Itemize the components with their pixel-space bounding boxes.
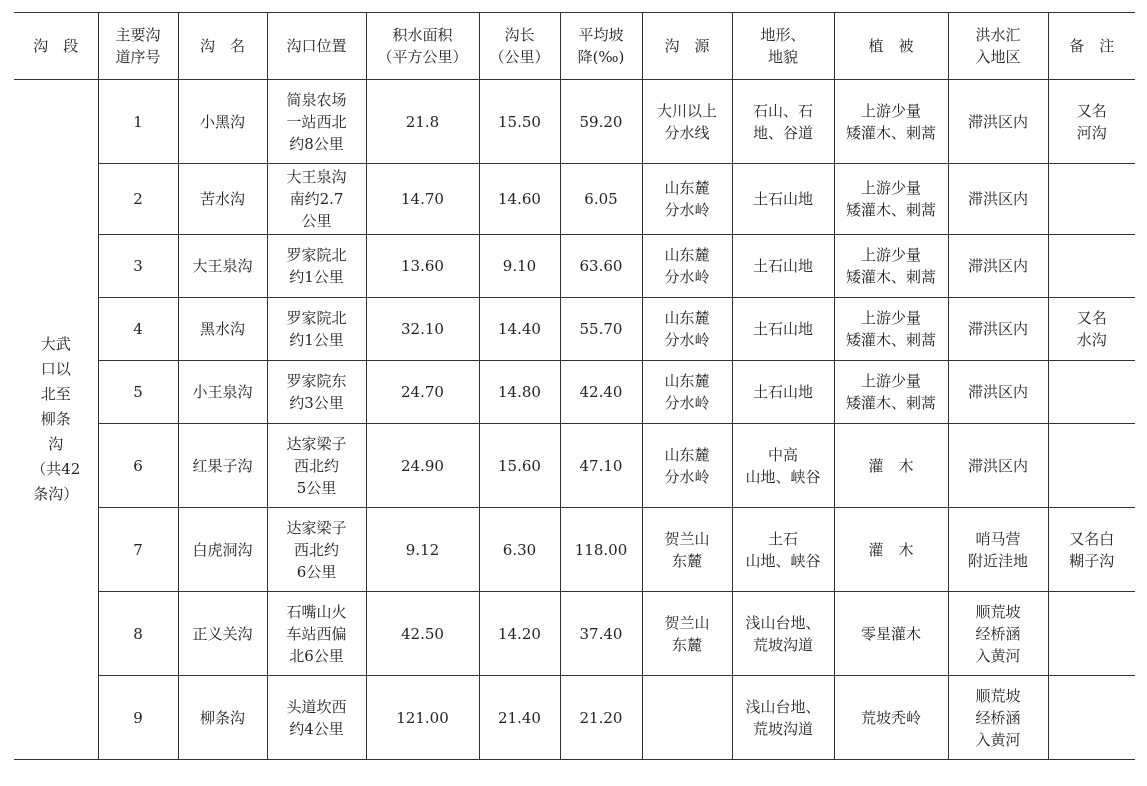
header-cell-flood-area: 洪水汇 入地区 bbox=[948, 13, 1048, 80]
header-cell-catchment-area: 积水面积 （平方公里） bbox=[366, 13, 479, 80]
cell-number: 4 bbox=[98, 298, 178, 361]
cell-name: 小王泉沟 bbox=[178, 361, 267, 424]
cell-slope: 6.05 bbox=[560, 164, 642, 235]
cell-remarks: 又名 水沟 bbox=[1048, 298, 1135, 361]
cell-catchment-area: 42.50 bbox=[366, 592, 479, 676]
table-body bbox=[14, 80, 1135, 760]
header-cell-length: 沟长 （公里） bbox=[479, 13, 560, 80]
cell-flood-area: 滞洪区内 bbox=[948, 361, 1048, 424]
cell-flood-area: 滞洪区内 bbox=[948, 164, 1048, 235]
header-cell-vegetation: 植 被 bbox=[834, 13, 948, 80]
header-cell-slope: 平均坡 降(‰) bbox=[560, 13, 642, 80]
cell-mouth-location: 达家梁子 西北约 6公里 bbox=[267, 508, 366, 592]
gully-table bbox=[14, 12, 1135, 760]
header-cell-remarks: 备 注 bbox=[1048, 13, 1135, 80]
table-row bbox=[14, 164, 1135, 235]
table-row bbox=[14, 676, 1135, 760]
cell-mouth-location: 头道坎西 约4公里 bbox=[267, 676, 366, 760]
cell-name: 小黑沟 bbox=[178, 80, 267, 164]
cell-number: 6 bbox=[98, 424, 178, 508]
cell-catchment-area: 14.70 bbox=[366, 164, 479, 235]
cell-length: 21.40 bbox=[479, 676, 560, 760]
cell-source: 山东麓 分水岭 bbox=[642, 424, 732, 508]
cell-mouth-location: 罗家院北 约1公里 bbox=[267, 235, 366, 298]
cell-name: 苦水沟 bbox=[178, 164, 267, 235]
cell-catchment-area: 13.60 bbox=[366, 235, 479, 298]
cell-vegetation: 灌 木 bbox=[834, 424, 948, 508]
cell-flood-area: 滞洪区内 bbox=[948, 235, 1048, 298]
cell-terrain: 石山、石 地、谷道 bbox=[732, 80, 834, 164]
cell-number: 7 bbox=[98, 508, 178, 592]
header-row bbox=[14, 13, 1135, 80]
cell-vegetation: 荒坡秃岭 bbox=[834, 676, 948, 760]
cell-terrain: 土石山地 bbox=[732, 298, 834, 361]
cell-length: 14.80 bbox=[479, 361, 560, 424]
table-row bbox=[14, 424, 1135, 508]
table-row bbox=[14, 361, 1135, 424]
cell-length: 15.50 bbox=[479, 80, 560, 164]
cell-length: 9.10 bbox=[479, 235, 560, 298]
cell-number: 8 bbox=[98, 592, 178, 676]
cell-slope: 118.00 bbox=[560, 508, 642, 592]
cell-mouth-location: 罗家院东 约3公里 bbox=[267, 361, 366, 424]
cell-slope: 59.20 bbox=[560, 80, 642, 164]
cell-remarks: 又名白 糊子沟 bbox=[1048, 508, 1135, 592]
cell-name: 正义关沟 bbox=[178, 592, 267, 676]
cell-catchment-area: 21.8 bbox=[366, 80, 479, 164]
cell-mouth-location: 石嘴山火 车站西偏 北6公里 bbox=[267, 592, 366, 676]
cell-length: 6.30 bbox=[479, 508, 560, 592]
cell-flood-area: 滞洪区内 bbox=[948, 424, 1048, 508]
header-cell-source: 沟 源 bbox=[642, 13, 732, 80]
cell-source: 大川以上 分水线 bbox=[642, 80, 732, 164]
cell-source: 山东麓 分水岭 bbox=[642, 361, 732, 424]
cell-slope: 21.20 bbox=[560, 676, 642, 760]
cell-name: 黑水沟 bbox=[178, 298, 267, 361]
cell-vegetation: 灌 木 bbox=[834, 508, 948, 592]
cell-catchment-area: 24.90 bbox=[366, 424, 479, 508]
table-row bbox=[14, 508, 1135, 592]
cell-flood-area: 滞洪区内 bbox=[948, 80, 1048, 164]
cell-mouth-location: 罗家院北 约1公里 bbox=[267, 298, 366, 361]
cell-terrain: 中高 山地、峡谷 bbox=[732, 424, 834, 508]
cell-slope: 55.70 bbox=[560, 298, 642, 361]
cell-vegetation: 上游少量 矮灌木、刺蒿 bbox=[834, 298, 948, 361]
table-row bbox=[14, 592, 1135, 676]
cell-length: 14.60 bbox=[479, 164, 560, 235]
cell-remarks bbox=[1048, 235, 1135, 298]
cell-flood-area: 滞洪区内 bbox=[948, 298, 1048, 361]
cell-remarks bbox=[1048, 164, 1135, 235]
cell-mouth-location: 大王泉沟 南约2.7 公里 bbox=[267, 164, 366, 235]
header-cell-number: 主要沟 道序号 bbox=[98, 13, 178, 80]
cell-vegetation: 上游少量 矮灌木、刺蒿 bbox=[834, 80, 948, 164]
cell-name: 白虎洞沟 bbox=[178, 508, 267, 592]
cell-source: 山东麓 分水岭 bbox=[642, 298, 732, 361]
cell-terrain: 土石 山地、峡谷 bbox=[732, 508, 834, 592]
cell-source: 山东麓 分水岭 bbox=[642, 235, 732, 298]
cell-number: 3 bbox=[98, 235, 178, 298]
cell-number: 2 bbox=[98, 164, 178, 235]
cell-terrain: 浅山台地、 荒坡沟道 bbox=[732, 592, 834, 676]
header-cell-segment: 沟 段 bbox=[14, 13, 98, 80]
cell-catchment-area: 9.12 bbox=[366, 508, 479, 592]
cell-flood-area: 哨马营 附近洼地 bbox=[948, 508, 1048, 592]
cell-source: 贺兰山 东麓 bbox=[642, 508, 732, 592]
cell-name: 大王泉沟 bbox=[178, 235, 267, 298]
cell-vegetation: 上游少量 矮灌木、刺蒿 bbox=[834, 235, 948, 298]
cell-source bbox=[642, 676, 732, 760]
cell-vegetation: 零星灌木 bbox=[834, 592, 948, 676]
cell-slope: 63.60 bbox=[560, 235, 642, 298]
cell-number: 1 bbox=[98, 80, 178, 164]
cell-name: 柳条沟 bbox=[178, 676, 267, 760]
cell-length: 14.20 bbox=[479, 592, 560, 676]
cell-catchment-area: 32.10 bbox=[366, 298, 479, 361]
cell-remarks: 又名 河沟 bbox=[1048, 80, 1135, 164]
table-row bbox=[14, 235, 1135, 298]
table-row bbox=[14, 298, 1135, 361]
cell-terrain: 土石山地 bbox=[732, 235, 834, 298]
cell-slope: 47.10 bbox=[560, 424, 642, 508]
cell-remarks bbox=[1048, 361, 1135, 424]
cell-remarks bbox=[1048, 592, 1135, 676]
cell-mouth-location: 简泉农场 一站西北 约8公里 bbox=[267, 80, 366, 164]
cell-vegetation: 上游少量 矮灌木、刺蒿 bbox=[834, 361, 948, 424]
cell-remarks bbox=[1048, 424, 1135, 508]
cell-flood-area: 顺荒坡 经桥涵 入黄河 bbox=[948, 592, 1048, 676]
cell-slope: 42.40 bbox=[560, 361, 642, 424]
table-row bbox=[14, 80, 1135, 164]
cell-source: 贺兰山 东麓 bbox=[642, 592, 732, 676]
cell-number: 5 bbox=[98, 361, 178, 424]
cell-name: 红果子沟 bbox=[178, 424, 267, 508]
cell-slope: 37.40 bbox=[560, 592, 642, 676]
cell-terrain: 浅山台地、 荒坡沟道 bbox=[732, 676, 834, 760]
cell-flood-area: 顺荒坡 经桥涵 入黄河 bbox=[948, 676, 1048, 760]
cell-remarks bbox=[1048, 676, 1135, 760]
segment-cell: 大武 口以 北至 柳条 沟 （共42 条沟） bbox=[14, 80, 98, 760]
cell-length: 15.60 bbox=[479, 424, 560, 508]
cell-mouth-location: 达家梁子 西北约 5公里 bbox=[267, 424, 366, 508]
cell-length: 14.40 bbox=[479, 298, 560, 361]
header-cell-name: 沟 名 bbox=[178, 13, 267, 80]
cell-terrain: 土石山地 bbox=[732, 164, 834, 235]
cell-catchment-area: 121.00 bbox=[366, 676, 479, 760]
cell-vegetation: 上游少量 矮灌木、刺蒿 bbox=[834, 164, 948, 235]
header-cell-terrain: 地形、 地貌 bbox=[732, 13, 834, 80]
cell-source: 山东麓 分水岭 bbox=[642, 164, 732, 235]
cell-terrain: 土石山地 bbox=[732, 361, 834, 424]
cell-number: 9 bbox=[98, 676, 178, 760]
header-cell-mouth-location: 沟口位置 bbox=[267, 13, 366, 80]
cell-catchment-area: 24.70 bbox=[366, 361, 479, 424]
